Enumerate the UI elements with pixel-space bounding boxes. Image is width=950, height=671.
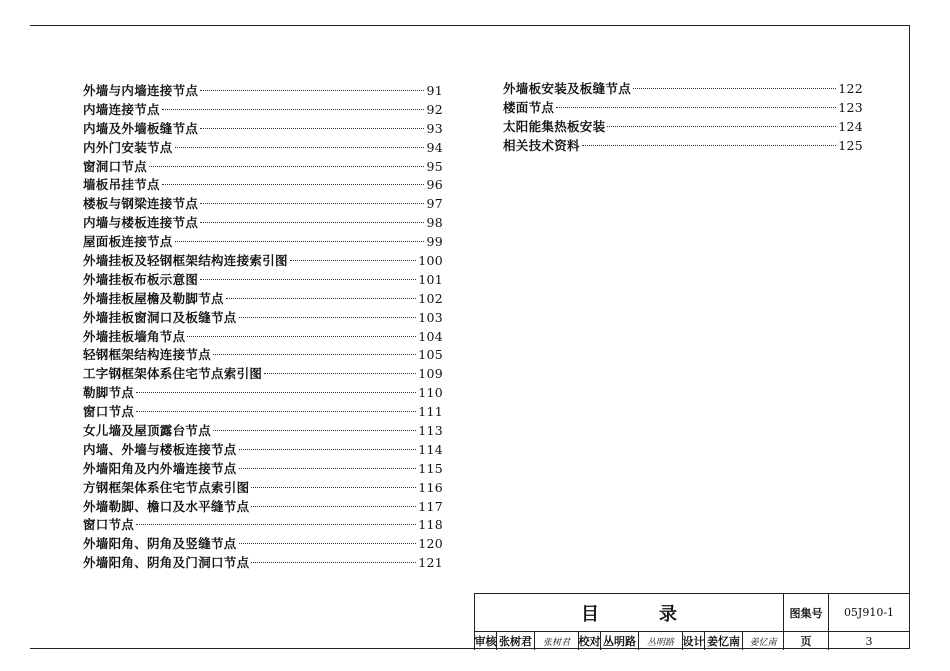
toc-entry-page: 103 <box>418 309 443 325</box>
toc-entry-title: 外墙挂板屋檐及勒脚节点 <box>83 290 224 306</box>
title-block <box>474 593 910 650</box>
toc-entry-page: 117 <box>418 498 443 514</box>
toc-entry-page: 98 <box>426 215 443 231</box>
toc-entry <box>83 328 443 347</box>
toc-right-column <box>503 80 863 156</box>
reviewer-signature: 张树君 <box>535 632 579 650</box>
toc-dot-leader <box>239 468 417 469</box>
toc-dot-leader <box>200 279 416 280</box>
toc-entry <box>83 309 443 328</box>
toc-entry-title: 外墙阳角、阴角及竖缝节点 <box>83 536 237 552</box>
toc-entry-page: 97 <box>426 196 443 212</box>
toc-entry-page: 109 <box>418 366 443 382</box>
toc-dot-leader <box>239 317 417 318</box>
toc-entry-title: 内墙及外墙板缝节点 <box>83 120 199 136</box>
toc-entry-title: 墙板吊挂节点 <box>83 177 160 193</box>
toc-entry-title: 屋面板连接节点 <box>83 234 173 250</box>
toc-entry <box>83 554 443 573</box>
designer-signature: 姜忆南 <box>743 632 784 650</box>
toc-dot-leader <box>200 90 424 91</box>
toc-entry-page: 125 <box>838 137 863 153</box>
toc-entry <box>503 99 863 118</box>
toc-entry-page: 113 <box>418 423 443 439</box>
review-label: 审核 <box>475 632 497 650</box>
toc-entry-page: 121 <box>418 555 443 571</box>
toc-dot-leader <box>136 411 416 412</box>
toc-dot-leader <box>633 88 836 89</box>
toc-entry-page: 100 <box>418 253 443 269</box>
toc-entry <box>503 118 863 137</box>
toc-dot-leader <box>162 184 425 185</box>
toc-entry-page: 116 <box>418 479 443 495</box>
toc-dot-leader <box>251 562 416 563</box>
toc-dot-leader <box>149 166 424 167</box>
toc-entry-title: 窗口节点 <box>83 404 135 420</box>
toc-dot-leader <box>213 354 416 355</box>
checker-name: 丛明路 <box>601 632 639 650</box>
toc-dot-leader <box>251 487 416 488</box>
toc-entry-title: 工字钢框架体系住宅节点索引图 <box>83 366 263 382</box>
toc-entry-page: 124 <box>838 118 863 134</box>
toc-entry <box>83 403 443 422</box>
toc-entry <box>83 176 443 195</box>
toc-entry-title: 外墙勒脚、檐口及水平缝节点 <box>83 498 250 514</box>
page-number: 3 <box>865 634 873 648</box>
toc-entry-title: 内外门安装节点 <box>83 139 173 155</box>
design-label: 设计 <box>683 632 705 650</box>
toc-entry <box>83 139 443 158</box>
atlas-number-value: 05J910-1 <box>843 606 895 619</box>
checker-signature: 丛明路 <box>639 632 683 650</box>
toc-entry <box>83 290 443 309</box>
toc-entry <box>83 82 443 101</box>
toc-entry-page: 92 <box>426 101 443 117</box>
designer-name: 姜忆南 <box>705 632 743 650</box>
toc-entry-title: 女儿墙及屋顶露台节点 <box>83 423 212 439</box>
toc-dot-leader <box>213 430 416 431</box>
check-label: 校对 <box>579 632 601 650</box>
toc-entry-page: 114 <box>418 441 443 457</box>
toc-entry <box>83 271 443 290</box>
toc-entry-title: 外墙阳角、阴角及门洞口节点 <box>83 555 250 571</box>
toc-entry-page: 102 <box>418 290 443 306</box>
toc-entry-page: 118 <box>418 517 443 533</box>
toc-entry-title: 外墙挂板窗洞口及板缝节点 <box>83 309 237 325</box>
toc-entry-page: 115 <box>418 460 443 476</box>
toc-dot-leader <box>200 203 424 204</box>
toc-entry-title: 窗洞口节点 <box>83 158 148 174</box>
title-block-row-bottom <box>475 632 910 650</box>
toc-entry-page: 91 <box>426 83 443 98</box>
toc-dot-leader <box>200 128 424 129</box>
toc-entry-page: 105 <box>418 347 443 363</box>
toc-dot-leader <box>239 449 417 450</box>
toc-entry-title: 外墙挂板布板示意图 <box>83 271 199 287</box>
toc-entry-page: 123 <box>838 99 863 115</box>
toc-entry-title: 外墙阳角及内外墙连接节点 <box>83 460 237 476</box>
toc-entry <box>83 516 443 535</box>
toc-entry-page: 111 <box>418 404 443 420</box>
toc-entry-page: 104 <box>418 328 443 344</box>
toc-entry <box>83 158 443 177</box>
toc-entry <box>83 233 443 252</box>
toc-left-column <box>83 82 443 573</box>
toc-dot-leader <box>264 373 416 374</box>
toc-dot-leader <box>187 336 416 337</box>
toc-dot-leader <box>200 222 424 223</box>
toc-entry-page: 120 <box>418 536 443 552</box>
toc-entry <box>83 346 443 365</box>
toc-entry <box>83 441 443 460</box>
toc-entry-title: 内墙连接节点 <box>83 101 160 117</box>
reviewer-name: 张树君 <box>497 632 535 650</box>
toc-entry-title: 方钢框架体系住宅节点索引图 <box>83 479 250 495</box>
atlas-number-label: 图集号 <box>784 594 829 631</box>
toc-entry-page: 94 <box>426 139 443 155</box>
toc-dot-leader <box>136 392 416 393</box>
toc-entry <box>83 365 443 384</box>
toc-dot-leader <box>175 241 425 242</box>
toc-entry <box>83 384 443 403</box>
toc-entry-title: 窗口节点 <box>83 517 135 533</box>
toc-entry-title: 外墙与内墙连接节点 <box>83 83 199 98</box>
toc-entry <box>83 195 443 214</box>
toc-entry-title: 轻钢框架结构连接节点 <box>83 347 212 363</box>
toc-entry-title: 太阳能集热板安装 <box>503 118 606 134</box>
toc-entry-title: 相关技术资料 <box>503 137 580 153</box>
toc-entry-page: 93 <box>426 120 443 136</box>
toc-entry <box>83 479 443 498</box>
toc-entry-page: 101 <box>418 271 443 287</box>
toc-entry <box>503 137 863 156</box>
toc-dot-leader <box>607 126 836 127</box>
toc-entry-title: 内墙与楼板连接节点 <box>83 215 199 231</box>
toc-entry <box>83 101 443 120</box>
toc-dot-leader <box>556 107 836 108</box>
toc-entry-title: 内墙、外墙与楼板连接节点 <box>83 441 237 457</box>
toc-entry <box>83 214 443 233</box>
toc-entry <box>83 460 443 479</box>
toc-entry <box>83 120 443 139</box>
toc-entry-title: 外墙挂板墙角节点 <box>83 328 186 344</box>
toc-dot-leader <box>582 145 836 146</box>
toc-entry-title: 外墙板安装及板缝节点 <box>503 81 632 96</box>
toc-dot-leader <box>136 524 416 525</box>
toc-dot-leader <box>290 260 416 261</box>
toc-entry-title: 外墙挂板及轻钢框架结构连接索引图 <box>83 253 288 269</box>
toc-entry <box>83 498 443 517</box>
toc-entry-title: 楼板与钢梁连接节点 <box>83 196 199 212</box>
title-block-row-top <box>475 594 910 632</box>
toc-dot-leader <box>239 543 417 544</box>
toc-entry-page: 122 <box>838 81 863 96</box>
toc-dot-leader <box>162 109 425 110</box>
toc-dot-leader <box>175 147 425 148</box>
toc-entry-page: 110 <box>418 385 443 401</box>
toc-entry <box>503 80 863 99</box>
toc-entry <box>83 252 443 271</box>
drawing-title: 目录 <box>475 594 784 631</box>
toc-entry-title: 勒脚节点 <box>83 385 135 401</box>
toc-dot-leader <box>226 298 416 299</box>
toc-entry-title: 楼面节点 <box>503 99 555 115</box>
toc-entry-page: 99 <box>426 234 443 250</box>
toc-entry <box>83 422 443 441</box>
toc-entry-page: 96 <box>426 177 443 193</box>
toc-entry-page: 95 <box>426 158 443 174</box>
toc-entry <box>83 535 443 554</box>
toc-dot-leader <box>251 506 416 507</box>
page-label: 页 <box>784 632 829 650</box>
